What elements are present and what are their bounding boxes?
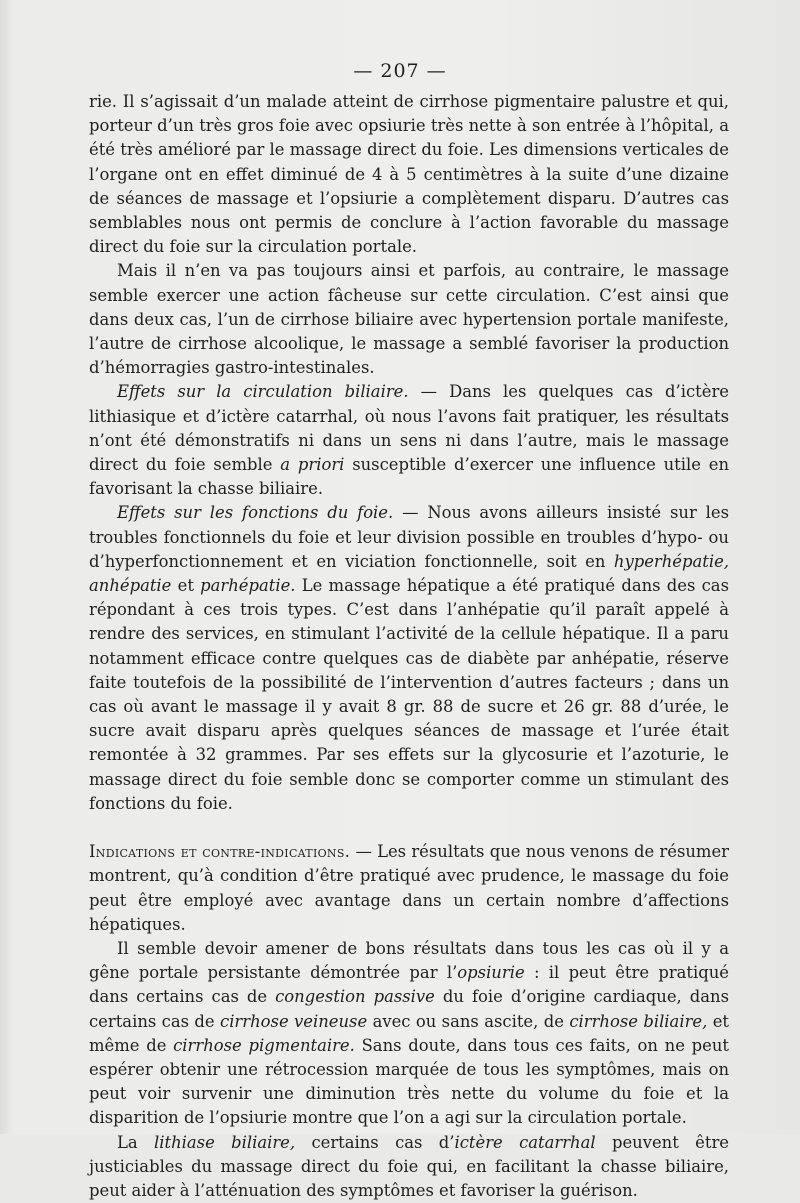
body-text: [89, 90, 729, 1203]
paragraph-4-et: et: [171, 576, 201, 596]
paragraph-6-text-f: Sans doute, dans tous ces faits, on ne peut espérer obtenir une rétrocession marquée de tous les symptômes, mais on peut voir survenir une diminution très nette du volume du foie et la disparition de l’opsiurie montre que l’on a agi sur la circulation portale.: [89, 1035, 729, 1128]
paragraph-4-text-a: — Nous avons ailleurs insisté sur les troubles fonctionnels du foie et leur division possible en troubles d’hypo- ou d’hyperfonctionnement et en viciation fonctionnelle, soit en: [89, 503, 729, 571]
heading-indications: Indications et contre-indications.: [89, 842, 351, 862]
paragraph-4-text-b: Le massage hépatique a été pratiqué dans des cas répondant à ces trois types. C’est dans l’anhépatie qu’il paraît appelé à rendre des services, en stimulant l’activité de la cellule hépatique. Il a paru notamment efficace contre quelques cas de diabète par anhépatie, réserve faite toutefois de la possibilité de l’intervention d’autres facteurs ; dans un cas où avant le massage il y avait 8 gr. 88 de sucre et 26 gr. 88 d’urée, le sucre avait disparu après quelques séances de massage et l’urée était remontée à 32 grammes. Par ses effets sur la glycosurie et l’azoturie, le massage direct du foie semble donc se comporter comme un stimulant des fonctions du foie.: [89, 576, 729, 813]
paragraph-3: [89, 380, 729, 501]
paragraph-5-text: — Les résultats que nous venons de résumer montrent, qu’à condition d’être pratiqué avec prudence, le massage du foie peut être employé avec avantage dans un certain nombre d’affections hépatiques.: [89, 842, 729, 934]
term-anhepatie: anhépatie: [89, 576, 172, 596]
paragraph-7-text-b: certains cas d’: [295, 1132, 455, 1152]
paragraph-3-text-b: susceptible d’exercer une influence utile en favorisant la chasse biliaire.: [89, 455, 730, 499]
paragraph-2: [89, 259, 729, 380]
paragraph-6-text-d: avec ou sans ascite, de: [367, 1011, 570, 1031]
term-cirrhose-veineuse: cirrhose veineuse: [220, 1011, 368, 1031]
term-parhepatie: parhépatie.: [200, 576, 296, 596]
paragraph-1-text: rie. Il s’agissait d’un malade atteint de cirrhose pigmentaire palustre et qui, porteur d’un très gros foie avec opsiurie très nette à son entrée à l’hôpital, a été très amélioré par le massage direct du foie. Les dimensions verticales de l’organe ont en effet diminué de 4 à 5 centimètres à la suite d’une dizaine de séances de massage et l’opsiurie a complètement disparu. D’autres cas semblables nous ont permis de conclure à l’action favorable du massage direct du foie sur la circulation portale.: [89, 92, 729, 257]
term-hyperhepatie: hyperhépatie,: [613, 551, 729, 571]
term-ictere-catarrhal: ictère catarrhal: [454, 1132, 596, 1152]
heading-circulation-biliaire: Effets sur la circulation biliaire.: [117, 382, 409, 402]
term-a-priori: a priori: [280, 455, 345, 475]
term-opsiurie: opsiurie: [457, 963, 525, 983]
paragraph-2-text: Mais il n’en va pas toujours ainsi et parfois, au contraire, le massage semble exercer une action fâcheuse sur cette circulation. C’est ainsi que dans deux cas, l’un de cirrhose biliaire avec hypertension portale manifeste, l’autre de cirrhose alcoolique, le massage a semblé favoriser la production d’hémorragies gastro-intestinales.: [89, 261, 729, 378]
paragraph-4: [89, 501, 729, 816]
paragraph-6-text-a: Il semble devoir amener de bons résultats dans tous les cas où il y a gêne portale persistante démontrée par l’: [89, 938, 729, 983]
paragraph-6-text-c: du foie d’origine cardiaque, dans certains cas de: [89, 987, 729, 1031]
term-lithiase-biliaire: lithiase biliaire,: [154, 1132, 296, 1152]
paragraph-7-text-a: La: [117, 1132, 155, 1152]
paragraph-1: [89, 90, 729, 259]
paragraph-6: [89, 937, 729, 1131]
paragraph-7: [89, 1131, 729, 1203]
paragraph-7-text-c: peuvent être justiciables du massage direct du foie qui, en facilitant la chasse biliaire, peut aider à l’atténuation des symptômes et favoriser la guérison.: [89, 1132, 729, 1200]
paragraph-5: [89, 840, 729, 937]
page-number: — 207 —: [353, 60, 447, 82]
term-congestion-passive: congestion passive: [275, 987, 435, 1007]
paragraph-3-text-a: — Dans les quelques cas d’ictère lithiasique et d’ictère catarrhal, où nous l’avons fait pratiquer, les résultats n’ont été démonstratifs ni dans un sens ni dans l’autre, mais le massage direct du foie semble: [89, 382, 729, 475]
paragraph-6-text-b: : il peut être pratiqué dans certains cas de: [89, 963, 730, 1007]
term-cirrhose-biliaire: cirrhose biliaire,: [569, 1011, 708, 1031]
term-cirrhose-pigmentaire: cirrhose pigmentaire.: [173, 1035, 355, 1055]
paragraph-6-text-e: et même de: [89, 1011, 729, 1055]
heading-fonctions-du-foie: Effets sur les fonctions du foie.: [117, 503, 394, 523]
